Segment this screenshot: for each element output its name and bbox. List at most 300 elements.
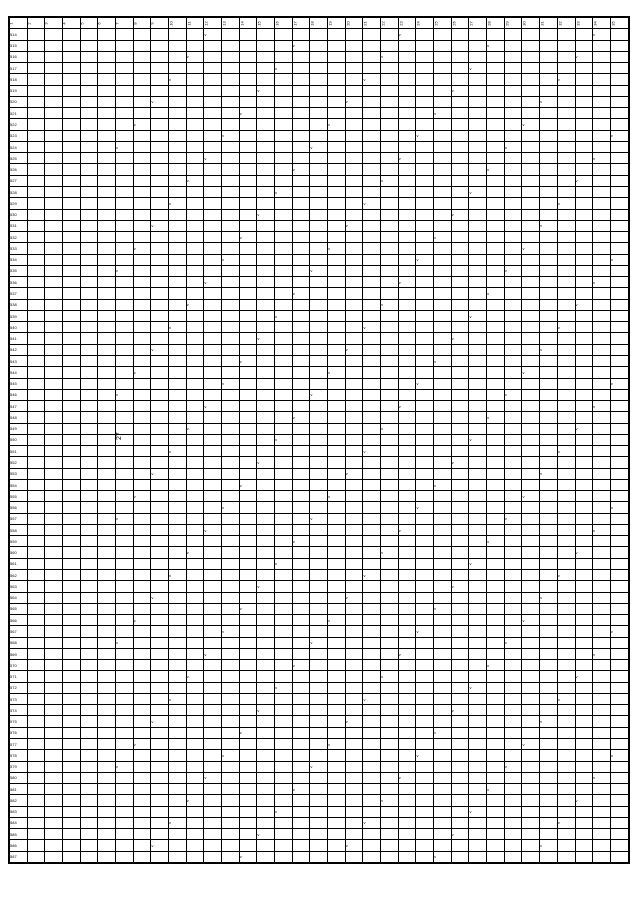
table-cell [186, 784, 204, 795]
table-cell [151, 389, 169, 400]
table-cell: v [469, 310, 487, 321]
header-cell: 18 [310, 18, 328, 29]
table-row [10, 412, 629, 423]
table-cell [575, 288, 593, 299]
table-cell [434, 637, 452, 648]
table-cell [27, 660, 45, 671]
header-cell: 32 [557, 18, 575, 29]
table-cell [504, 40, 522, 51]
table-cell [239, 85, 257, 96]
table-cell [45, 784, 63, 795]
table-cell [151, 254, 169, 265]
table-cell [98, 817, 116, 828]
header-cell: 11 [186, 18, 204, 29]
table-cell [292, 468, 310, 479]
table-cell [63, 378, 81, 389]
table-cell [186, 739, 204, 750]
table-cell [504, 254, 522, 265]
table-cell [381, 254, 399, 265]
table-cell [116, 310, 134, 321]
table-cell: 520 [10, 96, 28, 107]
table-cell: 578 [10, 750, 28, 761]
table-cell [504, 840, 522, 851]
table-cell [345, 299, 363, 310]
table-cell [257, 63, 275, 74]
table-cell [522, 412, 540, 423]
table-cell [363, 457, 381, 468]
table-cell [239, 716, 257, 727]
table-cell [204, 502, 222, 513]
table-cell [610, 310, 628, 321]
table-cell: v [593, 772, 611, 783]
table-cell: v [398, 277, 416, 288]
table-cell [416, 277, 434, 288]
header-cell: 9 [151, 18, 169, 29]
table-cell [522, 232, 540, 243]
table-cell [416, 784, 434, 795]
table-cell [63, 29, 81, 40]
table-cell [151, 705, 169, 716]
table-cell [116, 434, 134, 445]
table-cell: v [540, 840, 558, 851]
table-cell [63, 592, 81, 603]
table-cell [116, 581, 134, 592]
table-cell [593, 186, 611, 197]
table-cell: v [398, 772, 416, 783]
table-cell [451, 434, 469, 445]
table-cell [540, 727, 558, 738]
table-cell [204, 63, 222, 74]
table-cell [204, 716, 222, 727]
table-cell [80, 220, 98, 231]
table-cell [239, 671, 257, 682]
table-cell: 543 [10, 355, 28, 366]
table-cell [557, 615, 575, 626]
table-cell [27, 108, 45, 119]
table-cell [239, 186, 257, 197]
table-row [10, 727, 629, 738]
table-cell [469, 840, 487, 851]
table-cell [186, 412, 204, 423]
table-cell [504, 209, 522, 220]
table-cell [257, 288, 275, 299]
table-cell [275, 220, 293, 231]
table-cell [204, 761, 222, 772]
table-cell [575, 389, 593, 400]
table-cell [469, 581, 487, 592]
table-cell: v [328, 739, 346, 750]
table-cell: v [310, 141, 328, 152]
table-cell: v [169, 570, 187, 581]
table-cell [63, 637, 81, 648]
table-cell: 560 [10, 547, 28, 558]
table-cell [610, 682, 628, 693]
table-cell [593, 288, 611, 299]
table-cell [116, 817, 134, 828]
table-cell [469, 727, 487, 738]
table-cell [133, 277, 151, 288]
table-cell [116, 457, 134, 468]
table-cell: v [292, 536, 310, 547]
table-cell [98, 761, 116, 772]
table-cell [328, 254, 346, 265]
table-cell: v [469, 434, 487, 445]
table-row [10, 592, 629, 603]
table-cell [45, 355, 63, 366]
table-cell [469, 547, 487, 558]
table-cell [292, 63, 310, 74]
table-cell: 554 [10, 479, 28, 490]
table-cell [398, 299, 416, 310]
table-cell [116, 615, 134, 626]
table-cell [45, 626, 63, 637]
table-cell [275, 299, 293, 310]
table-cell [239, 51, 257, 62]
table-cell [557, 761, 575, 772]
table-cell [522, 851, 540, 862]
table-cell [575, 164, 593, 175]
table-cell [275, 603, 293, 614]
table-cell: 583 [10, 806, 28, 817]
table-cell [63, 265, 81, 276]
table-cell [345, 457, 363, 468]
table-cell [557, 209, 575, 220]
table-cell [610, 232, 628, 243]
table-cell [63, 277, 81, 288]
table-cell [186, 570, 204, 581]
table-cell [593, 682, 611, 693]
table-cell [80, 660, 98, 671]
table-cell [469, 198, 487, 209]
table-cell [381, 355, 399, 366]
table-cell [169, 401, 187, 412]
table-cell [363, 96, 381, 107]
table-cell [63, 716, 81, 727]
table-cell [469, 367, 487, 378]
table-cell [434, 772, 452, 783]
table-cell [504, 423, 522, 434]
table-cell [575, 333, 593, 344]
table-cell [434, 840, 452, 851]
table-cell [222, 96, 240, 107]
table-cell [292, 727, 310, 738]
table-cell [381, 322, 399, 333]
table-cell [133, 164, 151, 175]
table-cell [345, 209, 363, 220]
table-cell [363, 806, 381, 817]
table-cell: v [116, 637, 134, 648]
table-cell [610, 96, 628, 107]
table-cell [469, 705, 487, 716]
table-cell [80, 603, 98, 614]
table-cell [63, 761, 81, 772]
table-cell [610, 727, 628, 738]
table-cell: v [451, 333, 469, 344]
table-cell [557, 479, 575, 490]
table-cell [186, 581, 204, 592]
table-cell [239, 141, 257, 152]
table-cell [222, 795, 240, 806]
table-cell [80, 344, 98, 355]
table-cell: v [434, 232, 452, 243]
table-cell [504, 401, 522, 412]
table-cell [381, 288, 399, 299]
table-cell: v [257, 209, 275, 220]
table-cell [593, 108, 611, 119]
table-cell [398, 74, 416, 85]
table-cell: 570 [10, 660, 28, 671]
table-cell: 586 [10, 840, 28, 851]
table-cell [593, 536, 611, 547]
table-cell [381, 74, 399, 85]
table-cell [98, 626, 116, 637]
table-cell: 542 [10, 344, 28, 355]
table-cell [98, 389, 116, 400]
table-cell [257, 344, 275, 355]
table-cell: v [434, 603, 452, 614]
table-cell [257, 299, 275, 310]
table-cell [593, 164, 611, 175]
table-cell [522, 423, 540, 434]
table-cell [522, 682, 540, 693]
table-cell [451, 570, 469, 581]
table-cell [504, 479, 522, 490]
table-cell [133, 310, 151, 321]
table-cell [204, 637, 222, 648]
table-cell [222, 232, 240, 243]
table-cell [292, 626, 310, 637]
table-cell: 579 [10, 761, 28, 772]
table-cell [151, 570, 169, 581]
table-cell [434, 671, 452, 682]
table-cell [222, 401, 240, 412]
table-row [10, 479, 629, 490]
table-cell [186, 660, 204, 671]
table-cell [504, 829, 522, 840]
table-cell [504, 660, 522, 671]
table-cell [275, 761, 293, 772]
table-cell [522, 479, 540, 490]
table-cell [575, 491, 593, 502]
table-cell [328, 40, 346, 51]
table-cell [328, 186, 346, 197]
table-cell [45, 232, 63, 243]
table-cell [63, 401, 81, 412]
table-cell [257, 784, 275, 795]
table-cell [469, 750, 487, 761]
table-cell [434, 524, 452, 535]
table-cell [504, 851, 522, 862]
table-cell [345, 626, 363, 637]
table-cell [63, 412, 81, 423]
table-cell [45, 446, 63, 457]
header-cell: 22 [381, 18, 399, 29]
table-cell [222, 186, 240, 197]
table-cell [416, 310, 434, 321]
table-cell [169, 333, 187, 344]
table-cell [540, 761, 558, 772]
table-cell [416, 840, 434, 851]
table-cell [98, 29, 116, 40]
table-cell [275, 141, 293, 152]
table-cell [275, 705, 293, 716]
table-cell [63, 198, 81, 209]
table-cell [522, 153, 540, 164]
table-cell [575, 693, 593, 704]
table-cell [151, 558, 169, 569]
table-cell [133, 570, 151, 581]
table-cell [239, 389, 257, 400]
table-cell [610, 51, 628, 62]
table-cell [416, 446, 434, 457]
table-cell [292, 254, 310, 265]
table-cell [169, 412, 187, 423]
table-cell [80, 322, 98, 333]
table-cell [257, 401, 275, 412]
table-cell [504, 592, 522, 603]
table-cell [345, 378, 363, 389]
table-cell [169, 795, 187, 806]
table-cell [469, 277, 487, 288]
table-cell [275, 727, 293, 738]
table-cell [204, 51, 222, 62]
table-cell [292, 479, 310, 490]
table-cell [575, 626, 593, 637]
table-cell [98, 592, 116, 603]
table-cell [451, 750, 469, 761]
table-row [10, 581, 629, 592]
table-cell [522, 671, 540, 682]
table-cell [557, 581, 575, 592]
table-cell [487, 29, 505, 40]
table-cell [487, 705, 505, 716]
table-cell [133, 153, 151, 164]
table-cell [27, 581, 45, 592]
table-cell [504, 63, 522, 74]
table-cell [257, 840, 275, 851]
table-cell [328, 389, 346, 400]
table-cell: v [593, 401, 611, 412]
table-cell [504, 750, 522, 761]
table-cell [275, 784, 293, 795]
table-cell [257, 772, 275, 783]
table-cell [133, 423, 151, 434]
table-cell [416, 491, 434, 502]
table-cell [45, 96, 63, 107]
table-cell [63, 434, 81, 445]
table-cell: 585 [10, 829, 28, 840]
table-cell [487, 243, 505, 254]
table-cell [610, 603, 628, 614]
table-cell [98, 558, 116, 569]
table-cell [133, 29, 151, 40]
table-cell [27, 592, 45, 603]
table-cell [610, 851, 628, 862]
table-cell [27, 524, 45, 535]
table-cell [416, 401, 434, 412]
table-cell [398, 637, 416, 648]
table-cell: v [416, 254, 434, 265]
table-cell [345, 648, 363, 659]
table-cell [540, 322, 558, 333]
table-cell [151, 299, 169, 310]
table-cell [469, 772, 487, 783]
header-cell: 5 [80, 18, 98, 29]
table-cell [575, 727, 593, 738]
table-cell [80, 74, 98, 85]
table-cell [292, 558, 310, 569]
table-cell [610, 288, 628, 299]
table-cell [610, 784, 628, 795]
table-cell [27, 254, 45, 265]
table-cell [487, 570, 505, 581]
table-cell [45, 829, 63, 840]
table-cell [363, 615, 381, 626]
table-cell [345, 232, 363, 243]
table-cell [557, 558, 575, 569]
table-cell [522, 63, 540, 74]
table-cell [80, 570, 98, 581]
table-cell [310, 322, 328, 333]
table-cell: v [381, 671, 399, 682]
table-cell [540, 175, 558, 186]
table-cell [487, 209, 505, 220]
table-cell [575, 277, 593, 288]
table-cell [398, 130, 416, 141]
table-cell [292, 434, 310, 445]
table-cell [328, 29, 346, 40]
table-cell [451, 299, 469, 310]
table-cell: v [116, 513, 134, 524]
table-cell [575, 85, 593, 96]
table-cell [522, 705, 540, 716]
table-cell [363, 727, 381, 738]
table-cell [204, 322, 222, 333]
table-cell [27, 378, 45, 389]
table-cell: v [116, 141, 134, 152]
table-cell [593, 457, 611, 468]
table-cell [45, 468, 63, 479]
table-cell [310, 795, 328, 806]
table-cell [45, 682, 63, 693]
header-cell: 30 [522, 18, 540, 29]
table-cell [416, 829, 434, 840]
table-cell [151, 626, 169, 637]
table-cell [593, 592, 611, 603]
table-cell [45, 581, 63, 592]
table-cell [45, 547, 63, 558]
table-cell: v [186, 671, 204, 682]
table-cell [363, 265, 381, 276]
table-cell [27, 299, 45, 310]
table-cell: v [504, 141, 522, 152]
header-cell: 25 [434, 18, 452, 29]
table-cell [469, 51, 487, 62]
table-cell [328, 727, 346, 738]
table-cell [398, 175, 416, 186]
table-cell [239, 558, 257, 569]
table-row [10, 378, 629, 389]
table-cell [610, 513, 628, 524]
table-cell [593, 840, 611, 851]
table-cell [80, 175, 98, 186]
table-cell [133, 829, 151, 840]
table-cell [363, 772, 381, 783]
table-cell [275, 513, 293, 524]
table-cell [27, 288, 45, 299]
table-cell [310, 716, 328, 727]
table-cell [63, 603, 81, 614]
